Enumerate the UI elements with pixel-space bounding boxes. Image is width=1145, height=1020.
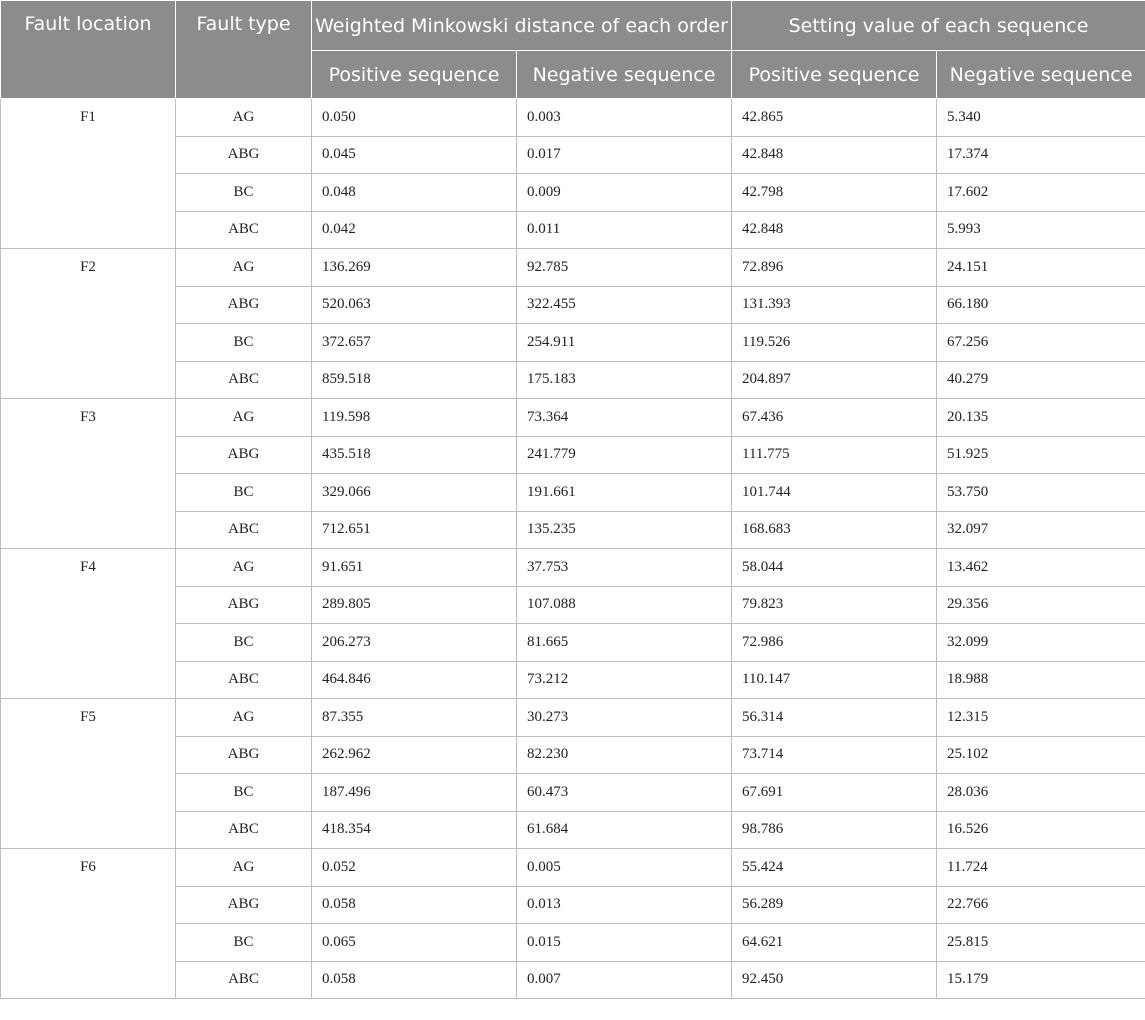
distance-negative-cell: 135.235 [517, 511, 732, 549]
distance-positive-cell: 418.354 [312, 811, 517, 849]
distance-positive-cell: 0.042 [312, 211, 517, 249]
header-setting-group: Setting value of each sequence [732, 1, 1145, 51]
distance-negative-cell: 0.011 [517, 211, 732, 249]
distance-negative-cell: 254.911 [517, 324, 732, 362]
setting-negative-cell: 11.724 [937, 849, 1145, 887]
distance-negative-cell: 175.183 [517, 361, 732, 399]
fault-type-cell: ABG [176, 736, 312, 774]
distance-positive-cell: 0.052 [312, 849, 517, 887]
distance-positive-cell: 262.962 [312, 736, 517, 774]
table-header [1, 1, 1145, 99]
setting-positive-cell: 119.526 [732, 324, 937, 362]
fault-location-cell: F1 [1, 99, 176, 249]
setting-negative-cell: 25.815 [937, 924, 1145, 962]
setting-positive-cell: 64.621 [732, 924, 937, 962]
fault-type-cell: ABG [176, 586, 312, 624]
fault-location-cell: F5 [1, 699, 176, 849]
setting-positive-cell: 111.775 [732, 436, 937, 474]
fault-type-cell: AG [176, 249, 312, 287]
header-distance-negative: Negative sequence [517, 51, 732, 99]
setting-positive-cell: 67.436 [732, 399, 937, 437]
distance-negative-cell: 0.005 [517, 849, 732, 887]
fault-location-cell: F6 [1, 849, 176, 999]
setting-negative-cell: 17.602 [937, 174, 1145, 212]
setting-positive-cell: 42.798 [732, 174, 937, 212]
header-fault-location: Fault location [1, 1, 176, 99]
fault-type-cell: ABC [176, 661, 312, 699]
distance-negative-cell: 73.212 [517, 661, 732, 699]
setting-negative-cell: 53.750 [937, 474, 1145, 512]
distance-negative-cell: 92.785 [517, 249, 732, 287]
fault-type-cell: ABC [176, 961, 312, 999]
distance-negative-cell: 60.473 [517, 774, 732, 812]
distance-positive-cell: 435.518 [312, 436, 517, 474]
setting-negative-cell: 32.099 [937, 624, 1145, 662]
header-distance-positive: Positive sequence [312, 51, 517, 99]
header-distance-group: Weighted Minkowski distance of each order [312, 1, 732, 51]
setting-negative-cell: 40.279 [937, 361, 1145, 399]
setting-negative-cell: 16.526 [937, 811, 1145, 849]
distance-negative-cell: 0.009 [517, 174, 732, 212]
distance-negative-cell: 0.015 [517, 924, 732, 962]
setting-positive-cell: 101.744 [732, 474, 937, 512]
header-fault-type: Fault type [176, 1, 312, 99]
setting-positive-cell: 67.691 [732, 774, 937, 812]
setting-positive-cell: 58.044 [732, 549, 937, 587]
distance-negative-cell: 82.230 [517, 736, 732, 774]
distance-positive-cell: 0.065 [312, 924, 517, 962]
setting-negative-cell: 18.988 [937, 661, 1145, 699]
setting-negative-cell: 5.993 [937, 211, 1145, 249]
setting-negative-cell: 32.097 [937, 511, 1145, 549]
fault-type-cell: ABG [176, 286, 312, 324]
setting-negative-cell: 28.036 [937, 774, 1145, 812]
distance-positive-cell: 464.846 [312, 661, 517, 699]
setting-positive-cell: 55.424 [732, 849, 937, 887]
setting-negative-cell: 15.179 [937, 961, 1145, 999]
setting-positive-cell: 92.450 [732, 961, 937, 999]
header-setting-negative: Negative sequence [937, 51, 1145, 99]
distance-positive-cell: 91.651 [312, 549, 517, 587]
fault-location-cell: F3 [1, 399, 176, 549]
fault-type-cell: BC [176, 774, 312, 812]
setting-positive-cell: 72.896 [732, 249, 937, 287]
setting-negative-cell: 25.102 [937, 736, 1145, 774]
setting-positive-cell: 72.986 [732, 624, 937, 662]
setting-positive-cell: 204.897 [732, 361, 937, 399]
fault-type-cell: BC [176, 924, 312, 962]
fault-location-cell: F4 [1, 549, 176, 699]
fault-type-cell: ABC [176, 361, 312, 399]
distance-negative-cell: 37.753 [517, 549, 732, 587]
distance-negative-cell: 0.013 [517, 886, 732, 924]
setting-positive-cell: 110.147 [732, 661, 937, 699]
fault-type-cell: AG [176, 849, 312, 887]
distance-positive-cell: 0.058 [312, 961, 517, 999]
fault-type-cell: ABC [176, 811, 312, 849]
distance-negative-cell: 30.273 [517, 699, 732, 737]
setting-positive-cell: 56.314 [732, 699, 937, 737]
distance-positive-cell: 0.058 [312, 886, 517, 924]
distance-positive-cell: 136.269 [312, 249, 517, 287]
fault-type-cell: BC [176, 324, 312, 362]
fault-type-cell: BC [176, 174, 312, 212]
setting-negative-cell: 13.462 [937, 549, 1145, 587]
table-row [1, 249, 1145, 287]
distance-negative-cell: 107.088 [517, 586, 732, 624]
fault-type-cell: ABG [176, 436, 312, 474]
table-row [1, 699, 1145, 737]
fault-type-cell: AG [176, 699, 312, 737]
distance-positive-cell: 206.273 [312, 624, 517, 662]
setting-positive-cell: 42.848 [732, 136, 937, 174]
distance-positive-cell: 0.045 [312, 136, 517, 174]
distance-positive-cell: 0.050 [312, 99, 517, 137]
fault-type-cell: BC [176, 624, 312, 662]
distance-positive-cell: 329.066 [312, 474, 517, 512]
distance-negative-cell: 0.003 [517, 99, 732, 137]
table-row [1, 849, 1145, 887]
distance-positive-cell: 0.048 [312, 174, 517, 212]
distance-negative-cell: 191.661 [517, 474, 732, 512]
fault-type-cell: AG [176, 549, 312, 587]
setting-positive-cell: 56.289 [732, 886, 937, 924]
setting-positive-cell: 131.393 [732, 286, 937, 324]
distance-negative-cell: 61.684 [517, 811, 732, 849]
setting-negative-cell: 67.256 [937, 324, 1145, 362]
setting-positive-cell: 42.865 [732, 99, 937, 137]
distance-negative-cell: 241.779 [517, 436, 732, 474]
header-setting-positive: Positive sequence [732, 51, 937, 99]
setting-positive-cell: 73.714 [732, 736, 937, 774]
setting-negative-cell: 5.340 [937, 99, 1145, 137]
setting-negative-cell: 29.356 [937, 586, 1145, 624]
fault-type-cell: ABC [176, 511, 312, 549]
fault-type-cell: BC [176, 474, 312, 512]
distance-positive-cell: 187.496 [312, 774, 517, 812]
fault-type-cell: AG [176, 99, 312, 137]
setting-positive-cell: 42.848 [732, 211, 937, 249]
distance-negative-cell: 81.665 [517, 624, 732, 662]
fault-type-cell: ABC [176, 211, 312, 249]
distance-negative-cell: 0.017 [517, 136, 732, 174]
distance-negative-cell: 322.455 [517, 286, 732, 324]
setting-negative-cell: 20.135 [937, 399, 1145, 437]
distance-negative-cell: 0.007 [517, 961, 732, 999]
setting-negative-cell: 66.180 [937, 286, 1145, 324]
table-row [1, 549, 1145, 587]
distance-positive-cell: 372.657 [312, 324, 517, 362]
setting-positive-cell: 168.683 [732, 511, 937, 549]
setting-negative-cell: 22.766 [937, 886, 1145, 924]
setting-negative-cell: 12.315 [937, 699, 1145, 737]
table-body [1, 99, 1145, 999]
setting-negative-cell: 24.151 [937, 249, 1145, 287]
distance-positive-cell: 119.598 [312, 399, 517, 437]
fault-type-cell: ABG [176, 886, 312, 924]
fault-location-cell: F2 [1, 249, 176, 399]
distance-positive-cell: 87.355 [312, 699, 517, 737]
table-row [1, 99, 1145, 137]
distance-positive-cell: 859.518 [312, 361, 517, 399]
setting-negative-cell: 51.925 [937, 436, 1145, 474]
distance-positive-cell: 289.805 [312, 586, 517, 624]
setting-negative-cell: 17.374 [937, 136, 1145, 174]
fault-type-cell: ABG [176, 136, 312, 174]
fault-type-cell: AG [176, 399, 312, 437]
distance-positive-cell: 520.063 [312, 286, 517, 324]
setting-positive-cell: 98.786 [732, 811, 937, 849]
distance-positive-cell: 712.651 [312, 511, 517, 549]
table-row [1, 399, 1145, 437]
setting-positive-cell: 79.823 [732, 586, 937, 624]
distance-negative-cell: 73.364 [517, 399, 732, 437]
